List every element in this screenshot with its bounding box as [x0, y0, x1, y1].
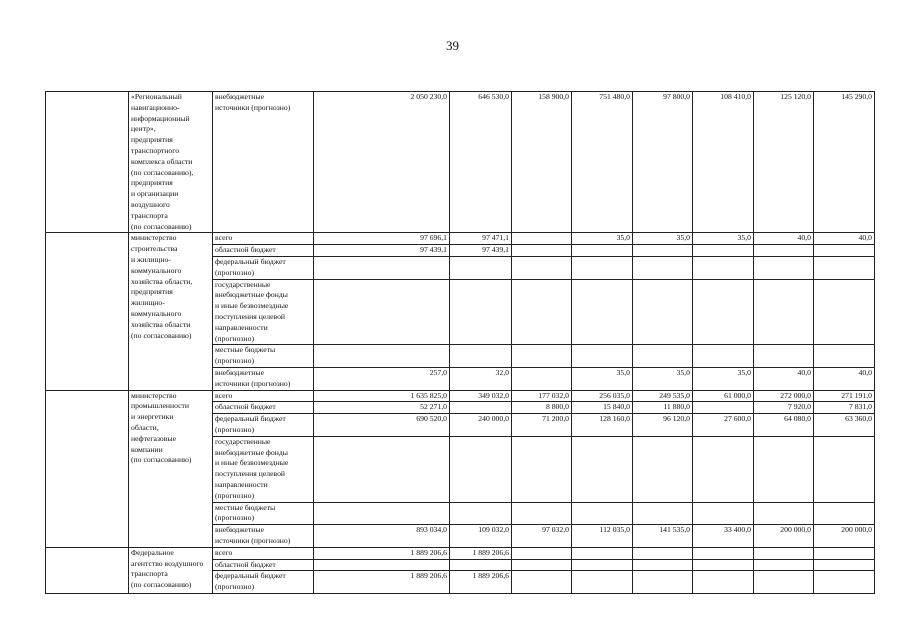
- value-cell: [512, 571, 572, 594]
- value-cell: [512, 245, 572, 257]
- value-cell: [693, 559, 754, 571]
- funding-source-cell: всего: [213, 547, 314, 559]
- value-cell: 200 000,0: [754, 525, 814, 548]
- funding-source-cell: местные бюджеты (прогнозно): [213, 502, 314, 525]
- table-row: [46, 233, 875, 245]
- value-cell: [314, 279, 450, 345]
- value-cell: [754, 502, 814, 525]
- value-cell: 141 535,0: [633, 525, 693, 548]
- value-cell: [572, 436, 633, 502]
- table-row: [46, 92, 875, 233]
- value-cell: [814, 571, 875, 594]
- value-cell: 690 520,0: [314, 414, 450, 437]
- page-number: 39: [446, 38, 459, 53]
- value-cell: [633, 571, 693, 594]
- value-cell: [512, 436, 572, 502]
- spacer-cell: [46, 390, 129, 547]
- value-cell: 177 032,0: [512, 390, 572, 402]
- value-cell: [572, 571, 633, 594]
- value-cell: 27 600,0: [693, 414, 754, 437]
- value-cell: 35,0: [693, 233, 754, 245]
- value-cell: [754, 436, 814, 502]
- value-cell: [814, 436, 875, 502]
- value-cell: 271 191,0: [814, 390, 875, 402]
- value-cell: 7 920,0: [754, 402, 814, 414]
- value-cell: [754, 345, 814, 368]
- funding-source-cell: государственные внебюджетные фонды и иные безвозмездные поступления целевой направленности (прогнозно): [213, 279, 314, 345]
- value-cell: 97 471,1: [450, 233, 512, 245]
- value-cell: 349 032,0: [450, 390, 512, 402]
- executor-cell: министерство строительства и жилищно- коммунального хозяйства области, предприятия жилищно- коммунального хозяйства области (по согласованию): [129, 233, 213, 390]
- value-cell: 40,0: [754, 367, 814, 390]
- value-cell: [512, 502, 572, 525]
- value-cell: [512, 345, 572, 368]
- spacer-cell: [46, 547, 129, 593]
- value-cell: 7 831,0: [814, 402, 875, 414]
- value-cell: 97 800,0: [633, 92, 693, 233]
- funding-source-cell: областной бюджет: [213, 245, 314, 257]
- value-cell: [693, 402, 754, 414]
- value-cell: [754, 245, 814, 257]
- value-cell: 751 480,0: [572, 92, 633, 233]
- value-cell: [693, 345, 754, 368]
- value-cell: [693, 245, 754, 257]
- value-cell: 11 880,0: [633, 402, 693, 414]
- value-cell: 249 535,0: [633, 390, 693, 402]
- funding-source-cell: всего: [213, 390, 314, 402]
- value-cell: 40,0: [754, 233, 814, 245]
- value-cell: 96 120,0: [633, 414, 693, 437]
- value-cell: [450, 345, 512, 368]
- value-cell: 109 032,0: [450, 525, 512, 548]
- spacer-cell: [46, 233, 129, 390]
- value-cell: 125 120,0: [754, 92, 814, 233]
- value-cell: 108 410,0: [693, 92, 754, 233]
- value-cell: 893 034,0: [314, 525, 450, 548]
- executor-cell: Федеральное агентство воздушного транспорта (по согласованию): [129, 547, 213, 593]
- value-cell: [633, 256, 693, 279]
- value-cell: [314, 345, 450, 368]
- value-cell: [754, 279, 814, 345]
- value-cell: [450, 436, 512, 502]
- value-cell: [572, 547, 633, 559]
- value-cell: [450, 402, 512, 414]
- value-cell: 1 635 825,0: [314, 390, 450, 402]
- value-cell: [572, 256, 633, 279]
- value-cell: [512, 559, 572, 571]
- value-cell: 97 439,1: [450, 245, 512, 257]
- funding-source-cell: местные бюджеты (прогнозно): [213, 345, 314, 368]
- value-cell: 40,0: [814, 367, 875, 390]
- value-cell: [693, 436, 754, 502]
- funding-source-cell: федеральный бюджет (прогнозно): [213, 571, 314, 594]
- value-cell: [754, 547, 814, 559]
- value-cell: 35,0: [572, 367, 633, 390]
- value-cell: [633, 345, 693, 368]
- value-cell: 52 271,0: [314, 402, 450, 414]
- value-cell: 97 032,0: [512, 525, 572, 548]
- value-cell: 256 035,0: [572, 390, 633, 402]
- value-cell: 1 889 206,6: [450, 547, 512, 559]
- value-cell: 1 889 206,6: [314, 571, 450, 594]
- value-cell: [814, 256, 875, 279]
- value-cell: [633, 547, 693, 559]
- executor-cell: министерство промышленности и энергетики области, нефтегазовые компании (по согласованию): [129, 390, 213, 547]
- funding-source-cell: федеральный бюджет (прогнозно): [213, 414, 314, 437]
- value-cell: [572, 245, 633, 257]
- value-cell: 33 400,0: [693, 525, 754, 548]
- funding-table: [45, 91, 875, 594]
- funding-source-cell: государственные внебюджетные фонды и иные безвозмездные поступления целевой направленности (прогнозно): [213, 436, 314, 502]
- value-cell: [512, 367, 572, 390]
- value-cell: [754, 559, 814, 571]
- value-cell: [512, 256, 572, 279]
- value-cell: 35,0: [572, 233, 633, 245]
- value-cell: [314, 436, 450, 502]
- value-cell: 145 290,0: [814, 92, 875, 233]
- value-cell: 35,0: [633, 367, 693, 390]
- funding-source-cell: областной бюджет: [213, 559, 314, 571]
- funding-source-cell: внебюджетные источники (прогнозно): [213, 92, 314, 233]
- value-cell: 61 000,0: [693, 390, 754, 402]
- value-cell: 63 360,0: [814, 414, 875, 437]
- value-cell: 71 200,0: [512, 414, 572, 437]
- value-cell: [693, 502, 754, 525]
- table-row: [46, 390, 875, 402]
- value-cell: [814, 279, 875, 345]
- value-cell: [814, 245, 875, 257]
- value-cell: 1 889 206,6: [450, 571, 512, 594]
- value-cell: 272 000,0: [754, 390, 814, 402]
- value-cell: 200 000,0: [814, 525, 875, 548]
- value-cell: [814, 559, 875, 571]
- value-cell: 240 000,0: [450, 414, 512, 437]
- value-cell: [693, 571, 754, 594]
- value-cell: 8 800,0: [512, 402, 572, 414]
- value-cell: 257,0: [314, 367, 450, 390]
- value-cell: [512, 233, 572, 245]
- funding-source-cell: всего: [213, 233, 314, 245]
- value-cell: [693, 256, 754, 279]
- value-cell: 2 050 230,0: [314, 92, 450, 233]
- value-cell: [572, 559, 633, 571]
- funding-source-cell: внебюджетные источники (прогнозно): [213, 525, 314, 548]
- value-cell: 40,0: [814, 233, 875, 245]
- value-cell: [814, 345, 875, 368]
- value-cell: 35,0: [633, 233, 693, 245]
- value-cell: 15 840,0: [572, 402, 633, 414]
- value-cell: [814, 547, 875, 559]
- value-cell: [633, 436, 693, 502]
- funding-source-cell: федеральный бюджет (прогнозно): [213, 256, 314, 279]
- value-cell: [512, 279, 572, 345]
- spacer-cell: [46, 92, 129, 233]
- value-cell: 112 035,0: [572, 525, 633, 548]
- funding-source-cell: внебюджетные источники (прогнозно): [213, 367, 314, 390]
- value-cell: 64 080,0: [754, 414, 814, 437]
- funding-table-body: [46, 92, 875, 594]
- value-cell: [633, 245, 693, 257]
- value-cell: [450, 256, 512, 279]
- value-cell: 646 530,0: [450, 92, 512, 233]
- value-cell: [572, 502, 633, 525]
- value-cell: 1 889 206,6: [314, 547, 450, 559]
- value-cell: [814, 502, 875, 525]
- value-cell: [450, 279, 512, 345]
- value-cell: 97 439,1: [314, 245, 450, 257]
- executor-cell: «Региональный навигационно- информационный центр», предприятия транспортного комплекса области (по согласованию), предприятия и организации воздушного транспорта (по согласованию): [129, 92, 213, 233]
- table-row: [46, 547, 875, 559]
- value-cell: [754, 256, 814, 279]
- value-cell: [633, 279, 693, 345]
- value-cell: [633, 559, 693, 571]
- value-cell: [693, 547, 754, 559]
- value-cell: [314, 502, 450, 525]
- value-cell: [450, 559, 512, 571]
- value-cell: [450, 502, 512, 525]
- value-cell: 35,0: [693, 367, 754, 390]
- value-cell: 32,0: [450, 367, 512, 390]
- value-cell: [314, 256, 450, 279]
- value-cell: 128 160,0: [572, 414, 633, 437]
- value-cell: [572, 345, 633, 368]
- value-cell: [633, 502, 693, 525]
- value-cell: [314, 559, 450, 571]
- value-cell: [572, 279, 633, 345]
- value-cell: [754, 571, 814, 594]
- value-cell: 158 900,0: [512, 92, 572, 233]
- value-cell: [512, 547, 572, 559]
- value-cell: 97 696,1: [314, 233, 450, 245]
- funding-source-cell: областной бюджет: [213, 402, 314, 414]
- value-cell: [693, 279, 754, 345]
